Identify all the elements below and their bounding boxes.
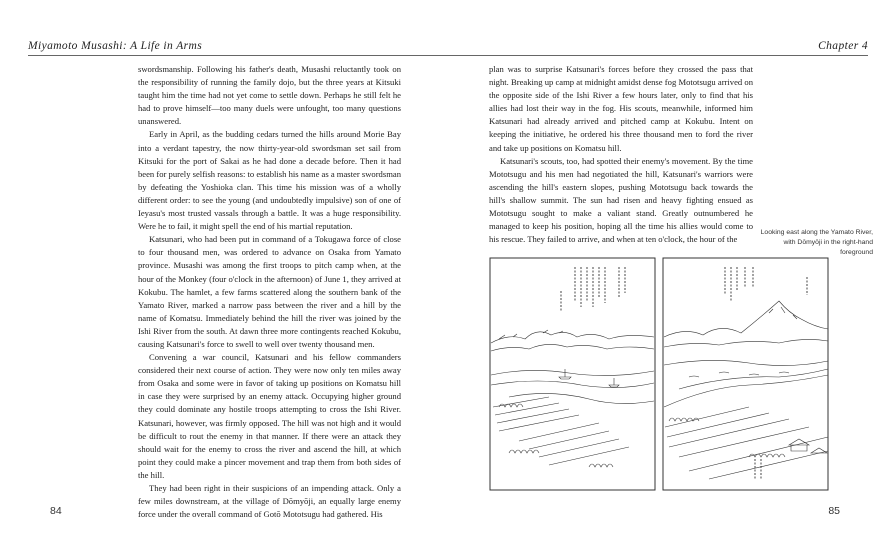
paragraph: Convening a war council, Katsunari and his fellow commanders considered their next course of action. They were now only ten miles away from Osaka and some were in favor of taking up positions on Komatsu hill in case they were surprised by an enemy attack. Occupying higher ground they could dominate any hostile troops attempting to cross the Ishi River. Katsunari, however, was firmly opposed. The hill was not high and it would be difficult to rout the enemy in that manner. If there were an attack they should wait for the enemy to cross the river and ascend the hill, at which point they could make a pincer movement and trap them from both sides of the hill. [138,352,401,480]
page-number-right: 85 [828,505,840,517]
paragraph: swordsmanship. Following his father's death, Musashi reluctantly took on the responsibility of running the family dojo, but the three years at Kitsuki taught him the time had not yet come to settle down. Perhaps he still felt he had to prove himself—too many duels were unfought, too many questions unanswered. [138,64,401,127]
body-text-right [489,63,753,246]
header-rule-right [445,55,868,56]
paragraph: Early in April, as the budding cedars turned the hills around Morie Bay into a verdant tapestry, the now thirty-year-old swordsman set sail from Kitsuki for the port of Sakai as he had done a decade before. Then it had been for purely selfish reasons: to establish his name as a master swordsman by defeating the Yoshioka clan. This time his mission was of a wholly different order: to see the young (and undoubtedly impulsive) son of one of Ieyasu's most trusted vassals through a battle. It was a huge responsibility. Were he to fail, it might spell the end of his martial reputation. [138,129,401,232]
paragraph: Katsunari, who had been put in command of a Tokugawa force of close to four thousand men, was ordered to advance on Osaka from Yamato province. Musashi was among the first troops to pitch camp when, at the hour of the Monkey (four o'clock in the afternoon) of June 1, they arrived at Kokubu. The hamlet, a few farms scattered along the southern bank of the Yamato River, marked a narrow pass between the river and a hill by the name of Komatsu. Immediately behind the hill the river was joined by the Ishi River from the south. At dawn three more contingents reached Kokubu, causing Katsunari's force to swell to well over twenty thousand men. [138,234,401,349]
woodcut-panel-left [490,258,655,490]
page-number-left: 84 [50,505,62,517]
paragraph: They had been right in their suspicions of an impending attack. Only a few miles downstream, at the village of Dōmyōji, an equally large enemy force under the overall command of Gotō Mototsugu had gathered. His [138,483,401,520]
body-text-left [138,63,401,521]
woodcut-panel-right [663,258,828,490]
woodcut-illustration [489,257,829,491]
figure-caption: Looking east along the Yamato River, with Dōmyōji in the right-hand foreground [760,229,873,256]
paragraph: plan was to surprise Katsunari's forces before they crossed the pass that night. Breaking up camp at midnight amidst dense fog Mototsugu arrived on the opposite side of the Ishi River a few hours later, only to find that his allies had lost their way in the fog. His scouts, meanwhile, informed him Katsunari had already arrived and pitched camp at Kokubu. Intent on keeping the initiative, he ordered his three thousand men to ford the river and take up positions on Komatsu hill. [489,64,753,153]
right-page [445,0,890,550]
header-rule-left [28,55,445,56]
running-head-right: Chapter 4 [818,40,868,52]
running-head-left: Miyamoto Musashi: A Life in Arms [28,40,203,52]
paragraph: Katsunari's scouts, too, had spotted their enemy's movement. By the time Mototsugu and his men had negotiated the hill, Katsunari's warriors were ascending the hill's eastern slopes, pushing Mototsugu back towards the hill's shallow summit. The sun had risen and heavy fighting ensued as Mototsugu sought to make a valiant stand. Greatly outnumbered he managed to keep his position, hoping all the time his allies would come to his rescue. They failed to arrive, and when at ten o'clock, the hour of the [489,155,753,245]
